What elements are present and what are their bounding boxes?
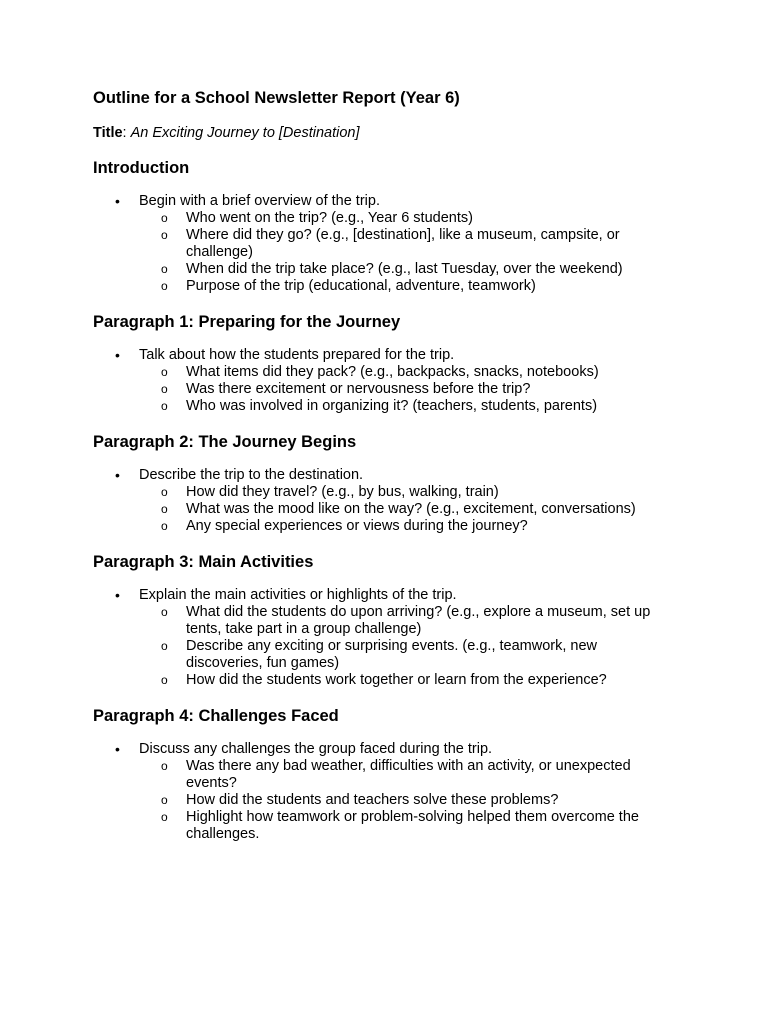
sub-item	[139, 210, 656, 227]
sub-item-text: What was the mood like on the way? (e.g., excitement, conversations)	[186, 501, 636, 517]
sub-item	[139, 278, 656, 295]
bullet-text: Talk about how the students prepared for the trip.	[139, 347, 455, 363]
bullet-item	[93, 347, 693, 415]
section-challenges	[93, 706, 693, 843]
title-separator: :	[122, 125, 131, 141]
bullet-list	[93, 587, 693, 689]
bullet-item	[93, 467, 693, 535]
sub-list	[139, 210, 693, 295]
sub-item-text: How did they travel? (e.g., by bus, walking, train)	[186, 484, 499, 500]
sub-item	[139, 809, 656, 843]
bullet-text: Describe the trip to the destination.	[139, 467, 364, 483]
bullet-text: Discuss any challenges the group faced during the trip.	[139, 741, 493, 757]
sub-marker: o	[161, 519, 168, 533]
document-page	[93, 88, 693, 843]
sub-marker: o	[161, 279, 168, 293]
sub-item-text: Was there any bad weather, difficulties with an activity, or unexpected events?	[186, 758, 631, 791]
section-heading: Introduction	[93, 159, 190, 177]
sub-item-text: What items did they pack? (e.g., backpacks, snacks, notebooks)	[186, 364, 599, 380]
sub-marker: o	[161, 793, 168, 807]
sub-marker: o	[161, 673, 168, 687]
sub-item-text: Who went on the trip? (e.g., Year 6 students)	[186, 210, 473, 226]
section-journey-begins	[93, 432, 693, 535]
sub-item	[139, 364, 656, 381]
section-heading: Paragraph 4: Challenges Faced	[93, 707, 339, 725]
bullet-item	[93, 587, 693, 689]
sub-item	[139, 484, 656, 501]
sub-marker: o	[161, 605, 168, 619]
sub-item-text: Highlight how teamwork or problem-solving helped them overcome the challenges.	[186, 809, 639, 842]
sub-marker: o	[161, 382, 168, 396]
bullet-text: Explain the main activities or highlights of the trip.	[139, 587, 457, 603]
bullet-marker: •	[115, 741, 120, 757]
sub-marker: o	[161, 228, 168, 242]
sub-marker: o	[161, 365, 168, 379]
sub-item	[139, 638, 656, 672]
bullet-text: Begin with a brief overview of the trip.	[139, 193, 380, 209]
bullet-list	[93, 741, 693, 843]
section-heading: Paragraph 3: Main Activities	[93, 553, 314, 571]
bullet-marker: •	[115, 347, 120, 363]
sub-item-text: Was there excitement or nervousness before the trip?	[186, 381, 531, 397]
section-preparing	[93, 312, 693, 415]
sub-item	[139, 501, 656, 518]
sub-item	[139, 604, 656, 638]
sub-list	[139, 758, 693, 843]
sub-item-text: Purpose of the trip (educational, adventure, teamwork)	[186, 278, 536, 294]
bullet-list	[93, 467, 693, 535]
sub-item	[139, 227, 656, 261]
sub-item-text: Any special experiences or views during the journey?	[186, 518, 528, 534]
sub-marker: o	[161, 639, 168, 653]
sub-item	[139, 792, 656, 809]
section-introduction	[93, 158, 693, 295]
document-heading: Outline for a School Newsletter Report (Year 6)	[93, 89, 460, 107]
sub-item-text: When did the trip take place? (e.g., last Tuesday, over the weekend)	[186, 261, 623, 277]
sub-item-text: How did the students and teachers solve these problems?	[186, 792, 559, 808]
sub-list	[139, 604, 693, 689]
sub-item	[139, 381, 656, 398]
sub-marker: o	[161, 502, 168, 516]
sub-item-text: Describe any exciting or surprising events. (e.g., teamwork, new discoveries, fun games)	[186, 638, 598, 671]
sub-item	[139, 261, 656, 278]
sub-item	[139, 518, 656, 535]
sub-item-text: Who was involved in organizing it? (teachers, students, parents)	[186, 398, 598, 414]
sub-item	[139, 758, 656, 792]
section-heading: Paragraph 1: Preparing for the Journey	[93, 313, 401, 331]
section-heading: Paragraph 2: The Journey Begins	[93, 433, 357, 451]
sub-list	[139, 364, 693, 415]
sub-item-text: Where did they go? (e.g., [destination], like a museum, campsite, or challenge)	[186, 227, 620, 260]
bullet-item	[93, 193, 693, 295]
sub-item	[139, 672, 656, 689]
sub-marker: o	[161, 759, 168, 773]
title-value: An Exciting Journey to [Destination]	[130, 125, 360, 141]
bullet-marker: •	[115, 467, 120, 483]
bullet-marker: •	[115, 587, 120, 603]
title-label: Title	[93, 125, 123, 141]
bullet-marker: •	[115, 193, 120, 209]
sub-item-text: What did the students do upon arriving? (e.g., explore a museum, set up tents, take part in a group challenge)	[186, 604, 651, 637]
sub-item-text: How did the students work together or learn from the experience?	[186, 672, 607, 688]
document-title-line	[93, 124, 693, 142]
sub-marker: o	[161, 399, 168, 413]
bullet-list	[93, 193, 693, 295]
bullet-list	[93, 347, 693, 415]
sub-marker: o	[161, 211, 168, 225]
sub-marker: o	[161, 810, 168, 824]
sub-marker: o	[161, 262, 168, 276]
bullet-item	[93, 741, 693, 843]
sub-item	[139, 398, 656, 415]
sub-marker: o	[161, 485, 168, 499]
sub-list	[139, 484, 693, 535]
section-main-activities	[93, 552, 693, 689]
